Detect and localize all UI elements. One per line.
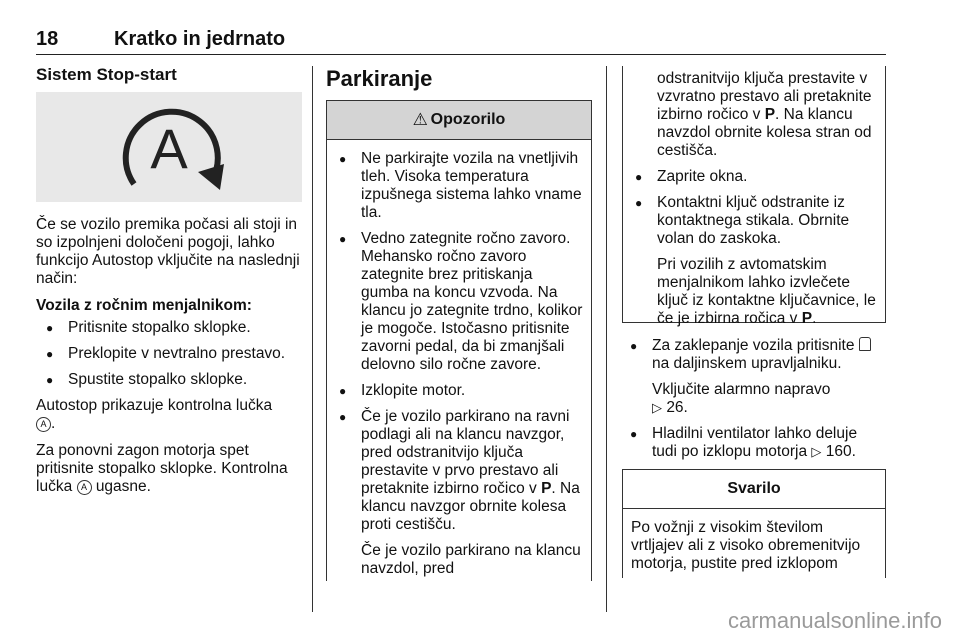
list-item: ● Za zaklepanje vozila pritisnite na daljinskem upravljalniku. Vključite alarmno napravo ▷ 26. <box>626 337 886 417</box>
lock-icon <box>859 337 871 351</box>
list-item: ● Spustite stopalko sklopke. <box>36 371 302 389</box>
paragraph: Za ponovni zagon motorja spet pritisnite stopalko sklopke. Kontrolna lučka A ugasne. <box>36 442 288 495</box>
list-item: ● Pritisnite stopalko sklopke. <box>36 319 302 337</box>
section-title-stop-start: Sistem Stop-start <box>36 65 177 84</box>
list-item: ● Zaprite okna. <box>631 168 877 186</box>
autostop-lamp-icon: A <box>77 480 92 495</box>
autostop-letter: A <box>150 117 188 180</box>
warning-list <box>335 150 583 578</box>
column-parking <box>326 66 592 581</box>
list-item-continuation: Če je vozilo parkirano na klancu navzdol, pred <box>361 542 581 577</box>
list-item: ● Izklopite motor. <box>335 382 583 400</box>
caution-box <box>622 469 886 578</box>
list-item: ● Ne parkirajte vozila na vnetljivih tleh. Visoka temperatura izpušnega sistema lahko vname tla. <box>335 150 583 222</box>
warning-box <box>326 100 592 581</box>
list-item-continuation: Pri vozilih z avtomatskim menjalnikom lahko izvlečete ključ iz kontaktne ključavnice, le če je izbirna ročica v P. <box>657 256 876 327</box>
page-header <box>36 28 886 55</box>
warning-triangle-icon: ⚠ <box>412 110 428 129</box>
warning-list <box>631 168 877 328</box>
warning-header <box>327 101 591 140</box>
autostop-A-icon <box>36 92 302 202</box>
page-number: 18 <box>36 28 59 50</box>
caution-text: Po vožnji z visokim številom vrtljajev ali z visoko obremenitvijo motorja, pustite pred izklopom <box>631 519 861 572</box>
manual-steps-list <box>36 319 302 389</box>
list-item-continuation: Vključite alarmno napravo ▷ 26. <box>652 381 831 416</box>
autostop-lamp-icon: A <box>36 417 51 432</box>
list-item: ● Preklopite v nevtralno prestavo. <box>36 345 302 363</box>
watermark: carmanualsonline.info <box>727 608 942 633</box>
paragraph: Autostop prikazuje kontrolna lučka A . <box>36 397 273 432</box>
chapter-title: Kratko in jedrnato <box>114 28 286 50</box>
reference-arrow-icon: ▷ <box>811 444 822 459</box>
parking-list <box>622 337 886 461</box>
subheading: Vozila z ročnim menjalnikom: <box>36 297 252 314</box>
warning-box-continued <box>622 66 886 327</box>
list-item: ● Če je vozilo parkirano na ravni podlagi ali na klancu navzgor, pred odstranitvijo ključa prestavite v prvo prestavo ali pretaknite izbirno ročico v P. Na klancu navzgor obrnite kolesa proti cestišču. Če je vozilo parkirano na klancu navzdol, pred <box>335 408 583 578</box>
section-title-parking: Parkiranje <box>326 66 433 91</box>
autostop-figure <box>36 92 302 202</box>
caution-header: Svarilo <box>623 470 885 509</box>
reference-arrow-icon: ▷ <box>652 400 662 415</box>
column-parking-continued <box>622 66 886 578</box>
column-divider <box>606 66 607 612</box>
column-stop-start <box>36 66 302 505</box>
paragraph: odstranitvijo ključa prestavite v vzvratno prestavo ali pretaknite izbirno ročico v P. Na klancu navzdol obrnite kolesa stran od cestišča. <box>657 70 872 159</box>
column-divider <box>312 66 313 612</box>
list-item: ● Kontaktni ključ odstranite iz kontaktnega stikala. Obrnite volan do zaskoka. Pri vozilih z avtomatskim menjalnikom lahko izvlečete ključ iz kontaktne ključavnice, le če je izbirna ročica v P. <box>631 194 877 328</box>
list-item: ● Vedno zategnite ročno zavoro. Mehansko ročno zavoro zategnite brez pritiskanja gumba na koncu vzvoda. Na klancu jo zategnite trdno, kolikor je mogoče. Istočasno pritisnite zavorni pedal, da bi zmanjšali delovno silo ročne zavore. <box>335 230 583 374</box>
paragraph: Če se vozilo premika počasi ali stoji in so izpolnjeni določeni pogoji, lahko funkcijo Autostop vključite na naslednji način: <box>36 216 300 287</box>
warning-label: Opozorilo <box>430 111 506 128</box>
list-item: ● Hladilni ventilator lahko deluje tudi po izklopu motorja ▷ 160. <box>626 425 886 461</box>
